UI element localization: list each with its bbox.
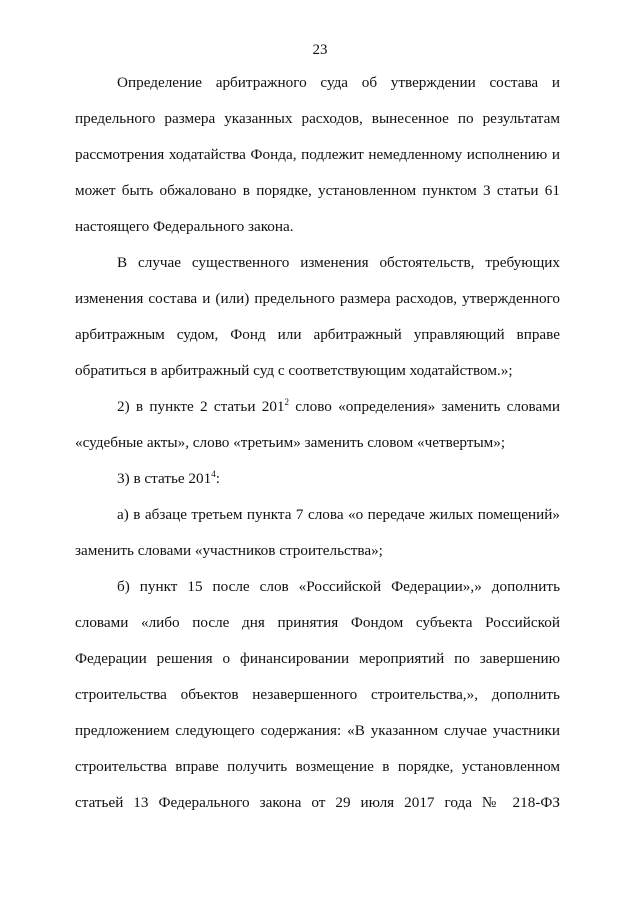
text-line: предложением следующего содержания: «В указанном случае участники: [75, 722, 560, 739]
text-line: настоящего Федерального закона.: [75, 218, 294, 235]
item-2-line: [117, 398, 560, 416]
text-line: б) пункт 15 после слов «Российской Федерации»,» дополнить: [117, 578, 560, 595]
text-line: а) в абзаце третьем пункта 7 слова «о передаче жилых помещений»: [117, 506, 560, 523]
text-line: обратиться в арбитражный суд с соответствующим ходатайством.»;: [75, 362, 513, 379]
text-line: предельного размера указанных расходов, вынесенное по результатам: [75, 110, 560, 127]
text-line: статьей 13 Федерального закона от 29 июля 2017 года № 218-ФЗ: [75, 794, 560, 811]
text-line: Федерации решения о финансировании мероприятий по завершению: [75, 650, 560, 667]
text-line: словами «либо после дня принятия Фондом субъекта Российской: [75, 614, 560, 631]
text-line: строительства объектов незавершенного строительства,», дополнить: [75, 686, 560, 703]
text-line: изменения состава и (или) предельного размера расходов, утвержденного: [75, 290, 560, 307]
text-line: может быть обжаловано в порядке, установленном пунктом 3 статьи 61: [75, 182, 560, 199]
page-number: 23: [312, 42, 328, 58]
text-line: Определение арбитражного суда об утверждении состава и: [117, 74, 560, 91]
item-3-superscript: 4: [211, 468, 216, 479]
text-line: рассмотрения ходатайства Фонда, подлежит немедленному исполнению и: [75, 146, 560, 163]
item-2-text: 2) в пункте 2 статьи 201: [117, 398, 285, 415]
text-line: заменить словами «участников строительства»;: [75, 542, 383, 559]
item-2-superscript: 2: [284, 396, 290, 407]
item-3-line: [117, 470, 560, 488]
text-line: В случае существенного изменения обстоятельств, требующих: [117, 254, 560, 271]
item-2-text-end: слово «определения» заменить словами: [289, 398, 561, 415]
text-line: строительства вправе получить возмещение в порядке, установленном: [75, 758, 560, 775]
text-line: «судебные акты», слово «третьим» заменить словом «четвертым»;: [75, 434, 506, 451]
text-line: арбитражным судом, Фонд или арбитражный управляющий вправе: [75, 326, 560, 343]
item-3-text: 3) в статье 201: [117, 470, 212, 487]
item-3-colon: :: [215, 470, 220, 487]
